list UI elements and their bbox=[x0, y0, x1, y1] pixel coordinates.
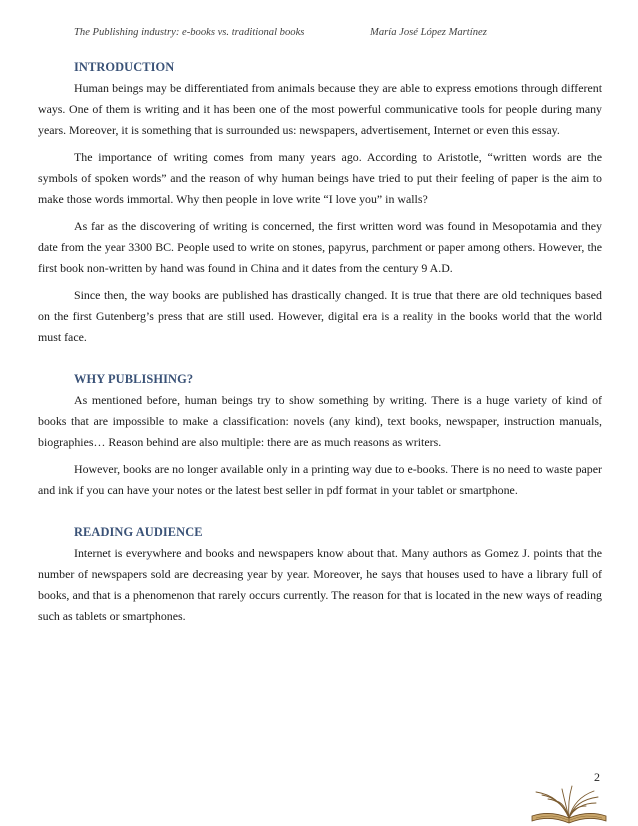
section-heading: WHY PUBLISHING? bbox=[74, 372, 194, 386]
section-spacer bbox=[38, 507, 602, 521]
section-reading-audience bbox=[38, 521, 602, 627]
section-introduction bbox=[38, 56, 602, 348]
paragraph: However, books are no longer available only in a printing way due to e-books. There is no need to waste paper and ink if you can have your notes or the latest best seller in pdf format in your tablet or smartphone. bbox=[38, 462, 602, 497]
paragraph: As mentioned before, human beings try to show something by writing. There is a huge variety of kind of books that are impossible to make a classification: novels (any kind), text books, newspaper, instruction manuals, biographies… Reason behind are also multiple: there are as much reasons as writers. bbox=[38, 393, 602, 449]
document-body bbox=[38, 56, 602, 633]
paragraph: Since then, the way books are published has drastically changed. It is true that there are old techniques based on the first Gutenberg’s press that are still used. However, digital era is a reality in the books world that the world must face. bbox=[38, 288, 602, 344]
page-number: 2 bbox=[594, 770, 600, 784]
paragraph: Internet is everywhere and books and newspapers know about that. Many authors as Gomez J. points that the number of newspapers sold are decreasing year by year. Moreover, he says that houses used to have a library full of books, and that is a phenomenon that rarely occurs currently. The reason for that is located in the new ways of reading such as tablets or smartphones. bbox=[38, 546, 602, 623]
header-title: The Publishing industry: e-books vs. traditional books bbox=[74, 27, 305, 38]
section-why-publishing bbox=[38, 368, 602, 501]
paragraph: Human beings may be differentiated from animals because they are able to express emotions through different ways. One of them is writing and it has been one of the most powerful communicative tools for people during many years. Moreover, it is something that is surrounded us: newspapers, advertisement, Internet or even this essay. bbox=[38, 81, 602, 137]
section-spacer bbox=[38, 354, 602, 368]
header-author: María José López Martínez bbox=[370, 27, 487, 38]
paragraph: As far as the discovering of writing is concerned, the first written word was found in Mesopotamia and they date from the year 3300 BC. People used to write on stones, papyrus, parchment or paper among others. However, the first book non-written by hand was found in China and it dates from the century 9 A.D. bbox=[38, 219, 602, 275]
section-heading: READING AUDIENCE bbox=[74, 525, 203, 539]
paragraph: The importance of writing comes from many years ago. According to Aristotle, “written words are the symbols of spoken words” and the reason of why human beings have tried to put their feeling of paper is the aim to make those words immortal. Why then people in love write “I love you” in walls? bbox=[38, 150, 602, 206]
section-heading: INTRODUCTION bbox=[74, 60, 175, 74]
open-book-icon bbox=[528, 780, 610, 826]
running-header bbox=[74, 27, 602, 43]
